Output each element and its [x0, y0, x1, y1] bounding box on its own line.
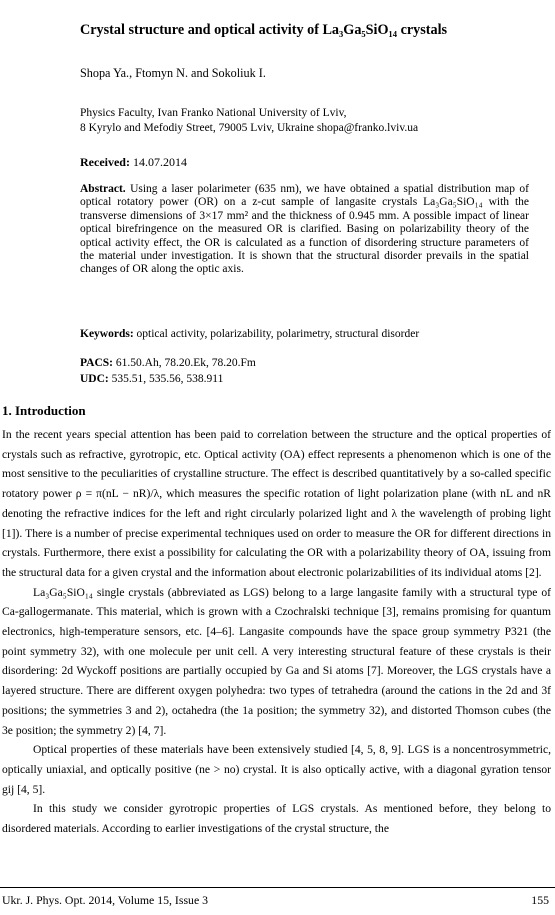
paper-title: Crystal structure and optical activity of La₃Ga₅SiO₁₄ crystals — [80, 22, 448, 38]
received-value: 14.07.2014 — [132, 155, 187, 169]
authors: Shopa Ya., Ftomyn N. and Sokoliuk I. — [80, 66, 266, 80]
keywords-label: Keywords: — [80, 328, 134, 340]
udc — [80, 372, 223, 386]
page-number: 155 — [531, 893, 549, 907]
received-date — [80, 155, 187, 170]
paragraph: Optical properties of these materials have been extensively studied [4, 5, 8, 9]. LGS is a noncentrosymmetric, optically uniaxial, and optically positive (ne > no) crystal. It is also optically active, with a diagonal gyration tensor gij [4, 5]. — [2, 743, 551, 796]
udc-label: UDC: — [80, 373, 109, 385]
affiliation-line-2: 8 Kyrylo and Mefodiy Street, 79005 Lviv, Ukraine shopa@franko.lviv.ua — [80, 122, 419, 134]
abstract-text: Using a laser polarimeter (635 nm), we have obtained a spatial distribution map of optical rotatory power (OR) on a z-cut sample of langasite crystals La₃Ga₅SiO₁₄ with the transverse dimensions of 3×17 mm² and the thickness of 0.945 mm. A possible impact of linear optical birefringence on the measured OR is clarified. Basing on polarizability theory of the optical activity effect, the OR is calculated as a function of disordering structure parameters of the material under investigation. It is shown that the structural disorder prevails in the spatial changes of OR along the optic axis. — [80, 183, 529, 276]
journal-citation: Ukr. J. Phys. Opt. 2014, Volume 15, Issue 3 — [2, 893, 209, 907]
paragraph: La₃Ga₅SiO₁₄ single crystals (abbreviated as LGS) belong to a large langasite family with a structural type of Ca-gallogermanate. This material, which is grown with a Czochralski technique [3], remains promising for quantum electronics, high-temperature sensors, etc. [4–6]. Langasite compounds have the space group symmetry P321 (the point symmetry 32), with one molecule per unit cell. A very interesting structural feature of these crystals is their disordering: 2d Wyckoff positions are partially occupied by Ga and Si atoms [7]. Moreover, the LGS crystals have a layered structure. There are different oxygen polyhedra: two types of tetrahedra (around the cations in the 2d and 3f positions; the symmetries 3 and 2), octahedra (the 1a position; the symmetry 32), and distorted Thomson cubes (the 3e position; the symmetry 2) [4, 7]. — [2, 585, 551, 737]
section-heading: 1. Introduction — [2, 403, 86, 418]
body-text — [2, 425, 551, 839]
affiliation — [80, 106, 530, 136]
abstract-label: Abstract. — [80, 183, 126, 195]
pacs — [80, 356, 256, 370]
paragraph: In the recent years special attention has been paid to correlation between the structure and the optical properties of crystals such as refractive, gyrotropic, etc. Optical activity (OA) effect represents a phenomenon which is one of the most sensitive to the peculiarities of crystalline structure. The effect is described quantitatively by a so-called specific rotatory power ρ = π(nL − nR)/λ, which measures the specific rotation of light polarization plane (with nL and nR denoting the refractive indices for the left and right circularly polarized light and λ the wavelength of probing light [1]). There is a number of precise experimental techniques used on order to measure the OR for different directions in crystals. Furthermore, there exist a possibility for calculating the OR with a polarizability theory of OA, issuing from the structural data for a given crystal and the information about electronic polarizabilities of its individual atoms [2]. — [2, 428, 551, 579]
affiliation-line-1: Physics Faculty, Ivan Franko National University of Lviv, — [80, 107, 347, 119]
pacs-text: 61.50.Ah, 78.20.Ek, 78.20.Fm — [115, 357, 256, 369]
paragraph: In this study we consider gyrotropic properties of LGS crystals. As mentioned before, they belong to disordered materials. According to earlier investigations of the crystal structure, the — [2, 802, 551, 836]
received-label: Received: — [80, 155, 130, 169]
pacs-label: PACS: — [80, 357, 114, 369]
abstract — [80, 183, 529, 277]
keywords-text: optical activity, polarizability, polarimetry, structural disorder — [136, 328, 420, 340]
footer-divider — [0, 887, 555, 888]
udc-text: 535.51, 535.56, 538.911 — [111, 373, 224, 385]
keywords — [80, 327, 530, 341]
